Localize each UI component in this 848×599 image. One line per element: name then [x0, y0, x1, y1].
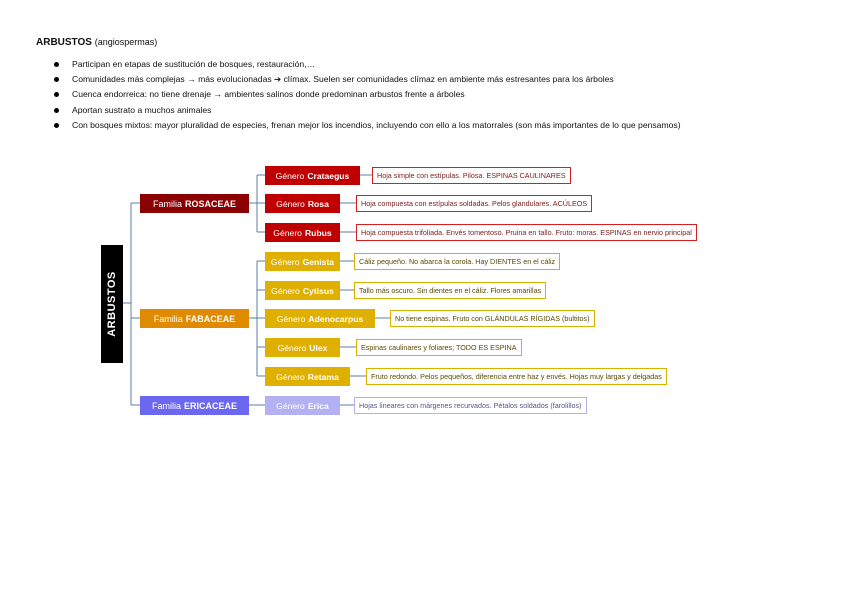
genus-name: Adenocarpus — [308, 313, 364, 324]
family-name: FABACEAE — [185, 313, 236, 324]
genus-prefix: Género — [277, 342, 307, 353]
bullet-item: Cuenca endorreica: no tiene drenaje → ambientes salinos donde predominan arbustos frente a árboles — [52, 87, 681, 102]
desc-rosa: Hoja compuesta con estípulas soldadas. Pelos glandulares. ACÚLEOS — [356, 195, 592, 212]
genus-rosa — [265, 194, 340, 213]
root-node — [101, 245, 123, 363]
title-bold: ARBUSTOS — [36, 37, 92, 48]
family-fabaceae — [140, 309, 249, 328]
genus-name: Ulex — [309, 342, 328, 353]
family-prefix: Familia — [152, 198, 182, 209]
family-ericaceae — [140, 396, 249, 415]
genus-name: Retama — [307, 371, 339, 382]
desc-erica: Hojas lineares con márgenes recurvados. Pétalos soldados (farolillos) — [354, 397, 587, 414]
desc-genista: Cáliz pequeño. No abarca la corola. Hay DIENTES en el cáliz — [354, 253, 560, 270]
bullet-item: Comunidades más complejas → más evolucionadas ➔ clímax. Suelen ser comunidades clímaz en ambiente más estresantes para los árboles — [52, 72, 681, 87]
bullet-item: Participan en etapas de sustitución de bosques, restauración,… — [52, 57, 681, 72]
family-prefix: Familia — [151, 400, 181, 411]
genus-name: Crataegus — [307, 170, 350, 181]
genus-prefix: Género — [270, 256, 300, 267]
desc-crataegus: Hoja simple con estípulas. Pilosa. ESPINAS CAULINARES — [372, 167, 571, 184]
genus-prefix: Género — [276, 198, 305, 209]
desc-adenocarpus: No tiene espinas. Fruto con GLÁNDULAS RÍGIDAS (bultitos) — [390, 310, 595, 327]
desc-retama: Fruto redondo. Pelos pequeños, diferencia entre haz y envés. Hojas muy largas y delgadas — [366, 368, 667, 385]
family-name: ERICACEAE — [184, 400, 238, 411]
genus-prefix: Género — [276, 371, 305, 382]
genus-rubus — [265, 223, 340, 242]
genus-erica — [265, 396, 340, 415]
desc-cytisus: Tallo más oscuro. Sin dientes en el cáliz. Flores amarillas — [354, 282, 546, 299]
genus-retama — [265, 367, 350, 386]
root-label: ARBUSTOS — [106, 271, 118, 337]
bullet-item: Con bosques mixtos: mayor pluralidad de especies, frenan mejor los incendios, incluyendo con ello a los matorrales (son más importantes de lo que pensamos) — [52, 118, 681, 133]
genus-prefix: Género — [276, 400, 305, 411]
genus-name: Erica — [307, 400, 329, 411]
family-rosaceae — [140, 194, 249, 213]
genus-adenocarpus — [265, 309, 375, 328]
genus-prefix: Género — [271, 285, 300, 296]
family-name: ROSACEAE — [185, 198, 237, 209]
genus-prefix: Género — [273, 227, 302, 238]
genus-ulex — [265, 338, 340, 357]
genus-name: Rosa — [307, 198, 329, 209]
family-prefix: Familia — [153, 313, 183, 324]
genus-name: Genista — [302, 256, 335, 267]
desc-rubus: Hoja compuesta trifoliada. Envés tomentoso. Pruina en tallo. Fruto: moras. ESPINAS en nervio principal — [356, 224, 697, 241]
genus-name: Cytisus — [302, 285, 334, 296]
bullet-item: Aportan sustrato a muchos animales — [52, 103, 681, 118]
title-subtitle: (angiospermas) — [94, 37, 158, 47]
genus-name: Rubus — [304, 227, 332, 238]
genus-cytisus — [265, 281, 340, 300]
genus-crataegus — [265, 166, 360, 185]
genus-prefix: Género — [275, 170, 305, 181]
genus-prefix: Género — [276, 313, 306, 324]
desc-ulex: Espinas caulinares y foliares; TODO ES ESPINA — [356, 339, 522, 356]
genus-genista — [265, 252, 340, 271]
